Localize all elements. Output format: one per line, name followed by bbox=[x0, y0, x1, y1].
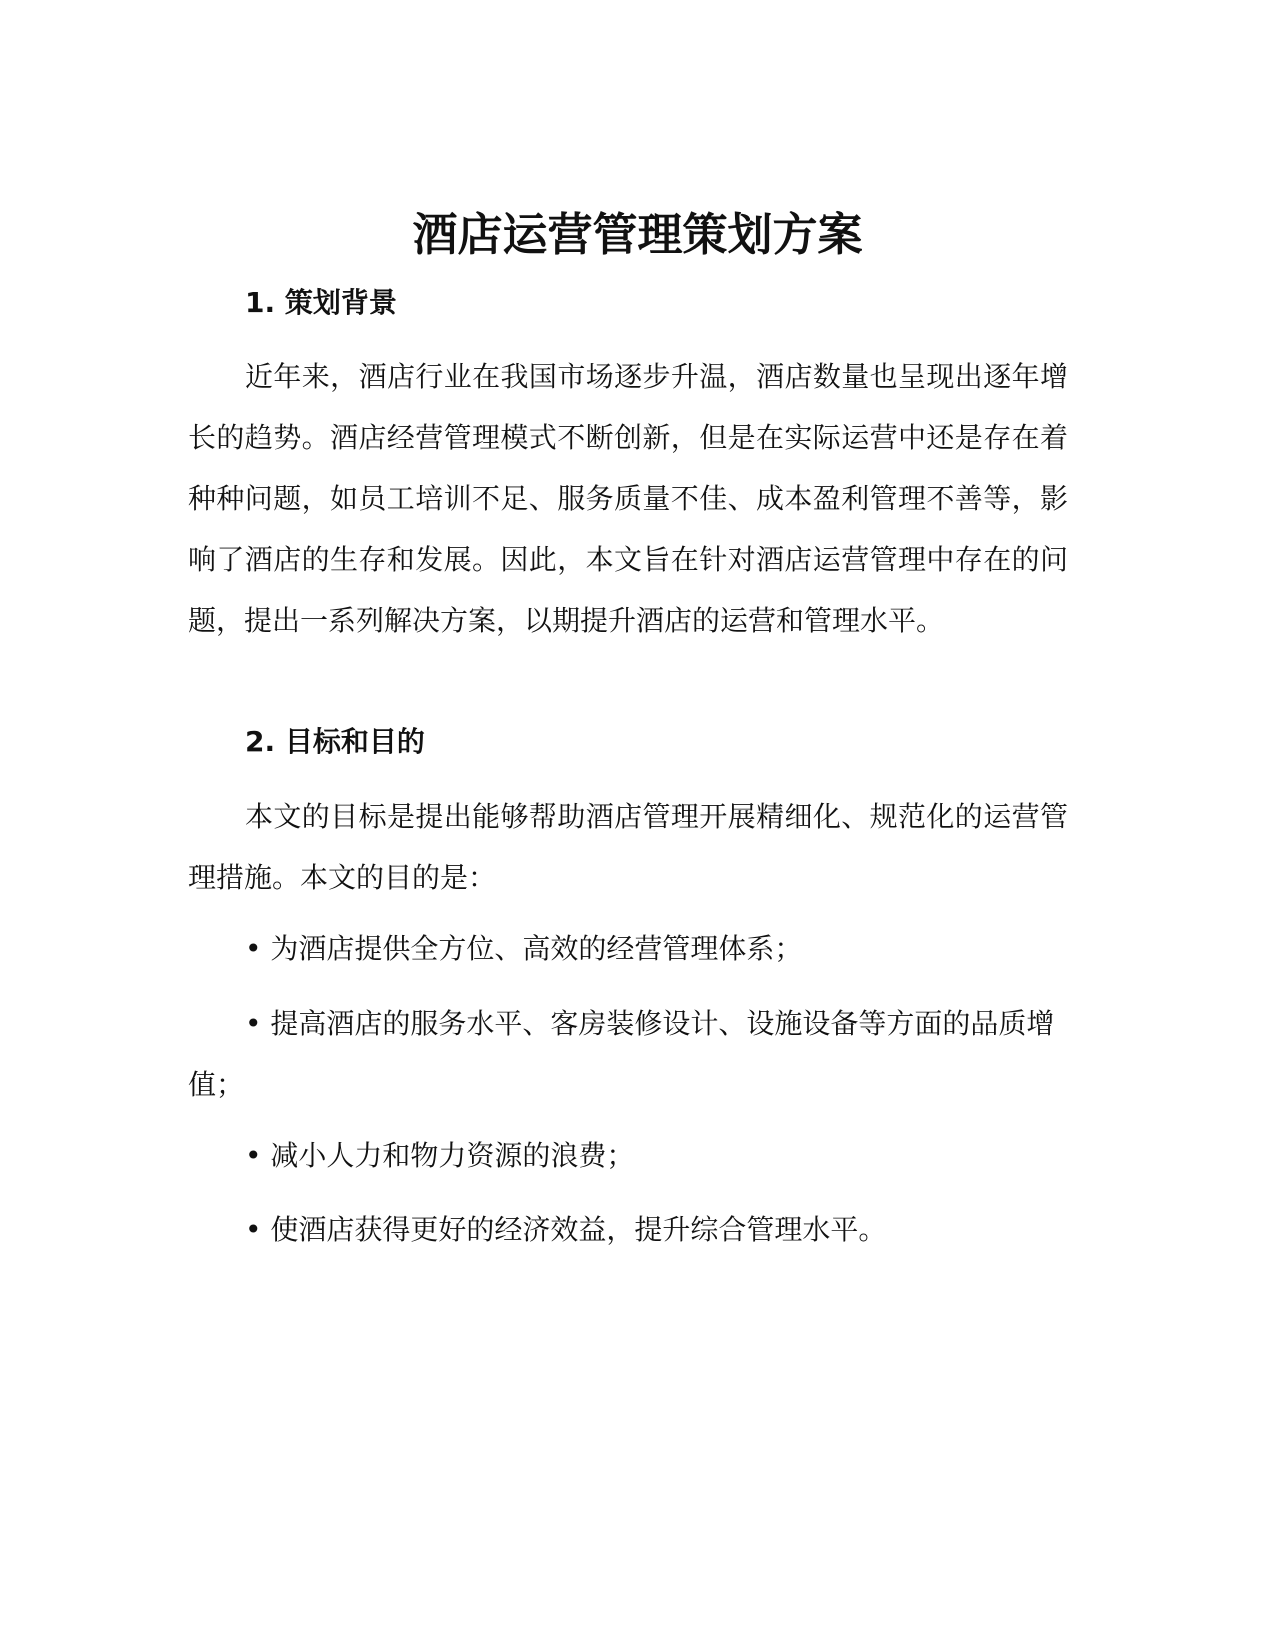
list-item: • 提高酒店的服务水平、客房装修设计、设施设备等方面的品质增值； bbox=[188, 1007, 1055, 1101]
list-item: • 减小人力和物力资源的浪费； bbox=[245, 1139, 635, 1172]
list-item: • 为酒店提供全方位、高效的经营管理体系； bbox=[245, 932, 803, 965]
section-heading-goals: 2. 目标和目的 bbox=[245, 725, 425, 758]
list-item: • 使酒店获得更好的经济效益，提升综合管理水平。 bbox=[245, 1213, 887, 1246]
section-heading-background: 1. 策划背景 bbox=[245, 286, 397, 319]
document-title: 酒店运营管理策划方案 bbox=[412, 208, 863, 261]
section-paragraph-goals: 本文的目标是提出能够帮助酒店管理开展精细化、规范化的运营管理措施。本文的目的是： bbox=[188, 800, 1068, 894]
section-paragraph-background: 近年来，酒店行业在我国市场逐步升温，酒店数量也呈现出逐年增长的趋势。酒店经营管理模式不断创新，但是在实际运营中还是存在着种种问题，如员工培训不足、服务质量不佳、成本盈利管理不善等，影响了酒店的生存和发展。因此，本文旨在针对酒店运营管理中存在的问题，提出一系列解决方案，以期提升酒店的运营和管理水平。 bbox=[188, 360, 1068, 637]
